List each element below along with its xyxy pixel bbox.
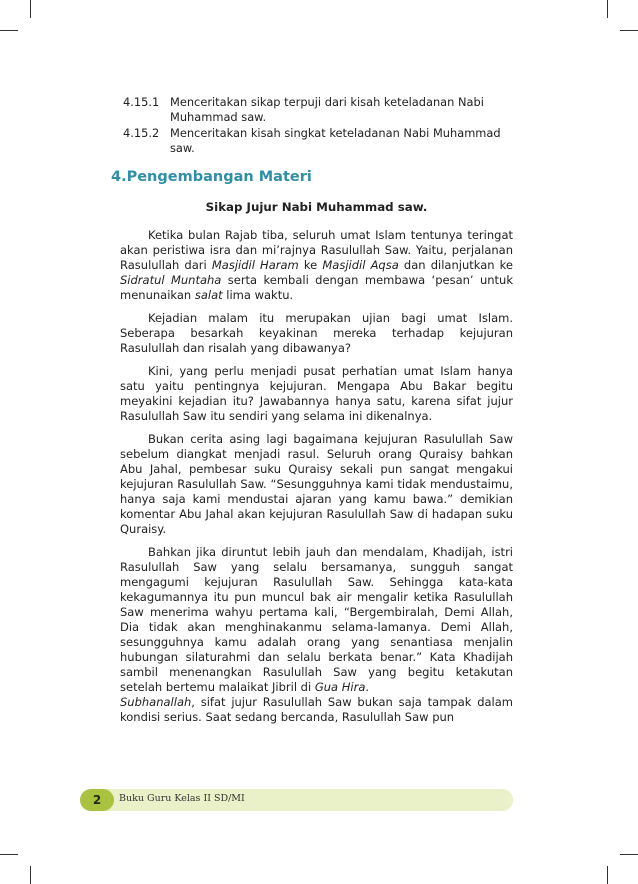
section-heading: 4.Pengembangan Materi bbox=[111, 169, 312, 185]
crop-mark bbox=[620, 30, 638, 31]
crop-mark bbox=[30, 0, 31, 18]
crop-mark bbox=[607, 0, 608, 18]
crop-mark bbox=[0, 30, 18, 31]
paragraph: Subhanallah, sifat jujur Rasulullah Saw bukan saja tampak dalam kondisi serius. Saat sedang bercanda, Rasulullah Saw pun bbox=[120, 695, 513, 724]
objective-text: Menceritakan kisah singkat keteladanan Nabi Muhammad saw. bbox=[170, 126, 501, 155]
objective-text: Menceritakan sikap terpuji dari kisah keteladanan Nabi Muhammad saw. bbox=[170, 95, 484, 124]
story-body bbox=[120, 228, 513, 733]
story-title: Sikap Jujur Nabi Muhammad saw. bbox=[205, 200, 428, 214]
crop-mark bbox=[620, 854, 638, 855]
page-number: 2 bbox=[80, 789, 114, 811]
paragraph: Ketika bulan Rajab tiba, seluruh umat Islam tentunya teringat akan peristiwa isra dan mi’rajnya Rasulullah Saw. Yaitu, perjalanan Rasulullah dari Masjidil Haram ke Masjidil Aqsa dan dilanjutkan ke Sidratul Muntaha serta kembali dengan membawa ‘pesan’ untuk menunaikan salat lima waktu. bbox=[120, 228, 514, 302]
footer-book-title: Buku Guru Kelas II SD/MI bbox=[119, 793, 245, 804]
crop-mark bbox=[30, 866, 31, 884]
paragraph: Bahkan jika diruntut lebih jauh dan mendalam, Khadijah, istri Rasulullah Saw yang selalu bersamanya, sungguh sangat mengagumi kejujuran Rasulullah Saw. Sehingga kata-kata kekagumannya itu pun muncul bak air mengalir ketika Rasulullah Saw menerima wahyu pertama kali, “Bergembiralah, Demi Allah, Dia tidak akan menghinakanmu selama-lamanya. Demi Allah, sesungguhnya kamu adalah orang yang senantiasa menjalin hubungan silaturahmi dan selalu berkata benar.” Kata Khadijah sambil menenangkan Rasulullah Saw yang begitu ketakutan setelah bertemu malaikat Jibril di Gua Hira. bbox=[120, 545, 513, 694]
crop-mark bbox=[607, 866, 608, 884]
paragraph: Kini, yang perlu menjadi pusat perhatian umat Islam hanya satu yaitu pentingnya kejujuran. Mengapa Abu Bakar begitu meyakini kejadian itu? Jawabannya hanya satu, karena sifat jujur Rasulullah Saw itu sendiri yang selama ini dikenalnya. bbox=[120, 364, 513, 423]
objective-number: 4.15.2 bbox=[123, 126, 160, 140]
crop-mark bbox=[0, 854, 18, 855]
paragraph: Bukan cerita asing lagi bagaimana kejujuran Rasulullah Saw sebelum diangkat menjadi rasul. Seluruh orang Quraisy bahkan Abu Jahal, pembesar suku Quraisy sekali pun sangat mengakui kejujuran Rasulullah Saw. “Sesungguhnya kami tidak mendustaimu, hanya saja kami mendustai ajaran yang kamu bawa.” demikian komentar Abu Jahal akan kejujuran Rasulullah Saw di hadapan suku Quraisy. bbox=[120, 432, 513, 536]
paragraph: Kejadian malam itu merupakan ujian bagi umat Islam. Seberapa besarkah keyakinan mereka terhadap kejujuran Rasulullah dan risalah yang dibawanya? bbox=[120, 311, 513, 355]
objective-number: 4.15.1 bbox=[123, 95, 160, 109]
